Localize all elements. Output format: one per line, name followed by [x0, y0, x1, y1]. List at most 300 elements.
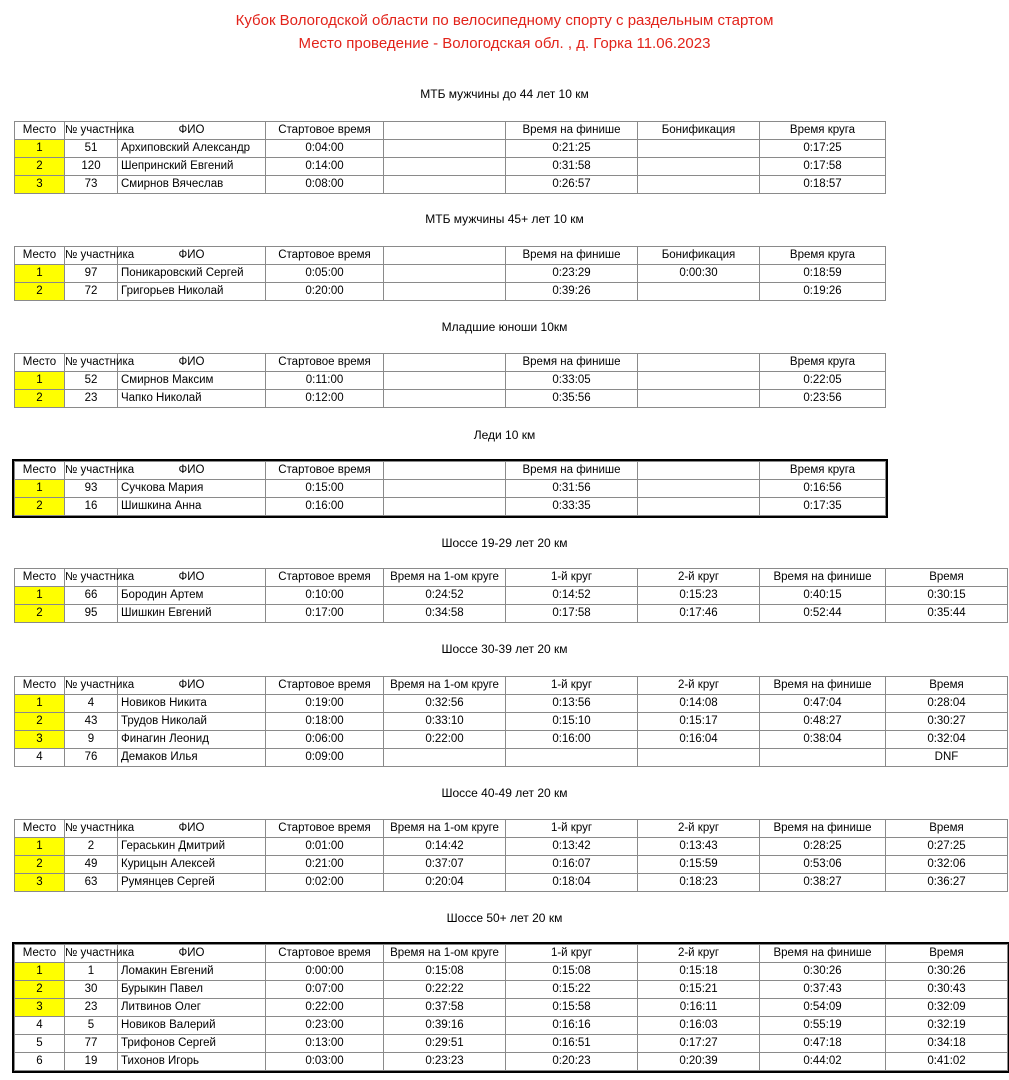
results-table	[14, 353, 886, 408]
table-row	[15, 838, 1008, 856]
cell-start: 0:00:00	[266, 963, 384, 981]
column-header: ФИО	[118, 462, 266, 480]
cell-name: Григорьев Николай	[118, 283, 266, 301]
cell-lap1: 0:15:22	[506, 981, 638, 999]
cell-finish: 0:44:02	[760, 1053, 886, 1071]
table-header-row	[15, 820, 1008, 838]
cell-start: 0:12:00	[266, 390, 384, 408]
column-header: № участника	[65, 820, 118, 838]
cell-finish: 0:18:59	[760, 265, 886, 283]
column-header: Время	[886, 677, 1008, 695]
cell-lap1-time: 0:32:56	[384, 695, 506, 713]
cell-place: 1	[15, 963, 65, 981]
cell-lap1: 0:35:56	[506, 390, 638, 408]
cell-lap1: 0:16:16	[506, 1017, 638, 1035]
table-row	[15, 390, 886, 408]
cell-name: Демаков Илья	[118, 749, 266, 767]
cell-place: 3	[15, 176, 65, 194]
cell-start: 0:13:00	[266, 1035, 384, 1053]
column-header	[384, 354, 506, 372]
column-header: Стартовое время	[266, 569, 384, 587]
cell-name: Тихонов Игорь	[118, 1053, 266, 1071]
cell-number: 23	[65, 390, 118, 408]
cell-lap1	[506, 749, 638, 767]
table-row	[15, 963, 1008, 981]
cell-name: Румянцев Сергей	[118, 874, 266, 892]
cell-start: 0:08:00	[266, 176, 384, 194]
cell-number: 23	[65, 999, 118, 1017]
column-header	[384, 462, 506, 480]
cell-start: 0:04:00	[266, 140, 384, 158]
cell-start: 0:07:00	[266, 981, 384, 999]
cell-lap1: 0:23:29	[506, 265, 638, 283]
table-row	[15, 265, 886, 283]
table-row	[15, 874, 1008, 892]
cell-lap2: 0:20:39	[638, 1053, 760, 1071]
cell-lap1-time: 0:37:07	[384, 856, 506, 874]
column-header: Время круга	[760, 122, 886, 140]
column-header: Время на финише	[506, 354, 638, 372]
cell-time: 0:32:19	[886, 1017, 1008, 1035]
cell-lap2: 0:15:18	[638, 963, 760, 981]
cell-name: Шишкина Анна	[118, 498, 266, 516]
results-table	[14, 676, 1008, 767]
cell-name: Бородин Артем	[118, 587, 266, 605]
column-header: Время	[886, 820, 1008, 838]
cell-start: 0:14:00	[266, 158, 384, 176]
table-row	[15, 283, 886, 301]
section-title: МТБ мужчины 45+ лет 10 км	[425, 212, 584, 226]
cell-lap2: 0:15:59	[638, 856, 760, 874]
cell-lap1: 0:31:56	[506, 480, 638, 498]
table-row	[15, 999, 1008, 1017]
table-header-row	[15, 247, 886, 265]
cell-lap1-time	[384, 749, 506, 767]
results-table	[14, 568, 1008, 623]
table-row	[15, 981, 1008, 999]
cell-lap1-time	[384, 498, 506, 516]
column-header: № участника	[65, 354, 118, 372]
cell-start: 0:09:00	[266, 749, 384, 767]
cell-lap2: 0:16:11	[638, 999, 760, 1017]
cell-start: 0:17:00	[266, 605, 384, 623]
table-row	[15, 1035, 1008, 1053]
cell-lap2	[638, 372, 760, 390]
column-header: № участника	[65, 945, 118, 963]
column-header: Время на 1-ом круге	[384, 820, 506, 838]
cell-place: 1	[15, 695, 65, 713]
column-header: Время на финише	[506, 247, 638, 265]
cell-time: 0:28:04	[886, 695, 1008, 713]
cell-number: 5	[65, 1017, 118, 1035]
column-header: № участника	[65, 462, 118, 480]
column-header: Стартовое время	[266, 247, 384, 265]
table-row	[15, 480, 886, 498]
cell-name: Сучкова Мария	[118, 480, 266, 498]
cell-start: 0:10:00	[266, 587, 384, 605]
cell-place: 2	[15, 158, 65, 176]
cell-finish: 0:18:57	[760, 176, 886, 194]
cell-lap2	[638, 749, 760, 767]
cell-name: Чапко Николай	[118, 390, 266, 408]
cell-lap2: 0:15:17	[638, 713, 760, 731]
column-header: 2-й круг	[638, 945, 760, 963]
cell-lap1-time	[384, 390, 506, 408]
cell-place: 5	[15, 1035, 65, 1053]
cell-finish: 0:22:05	[760, 372, 886, 390]
cell-lap1: 0:13:56	[506, 695, 638, 713]
table-row	[15, 605, 1008, 623]
column-header: 2-й круг	[638, 820, 760, 838]
results-table	[14, 121, 886, 194]
cell-name: Бурыкин Павел	[118, 981, 266, 999]
cell-time: 0:34:18	[886, 1035, 1008, 1053]
cell-name: Поникаровский Сергей	[118, 265, 266, 283]
cell-finish: 0:47:04	[760, 695, 886, 713]
cell-finish: 0:17:58	[760, 158, 886, 176]
cell-lap1-time: 0:23:23	[384, 1053, 506, 1071]
cell-time: 0:32:04	[886, 731, 1008, 749]
table-header-row	[15, 354, 886, 372]
cell-lap1-time	[384, 265, 506, 283]
column-header: Стартовое время	[266, 945, 384, 963]
column-header: Место	[15, 820, 65, 838]
cell-number: 66	[65, 587, 118, 605]
column-header: ФИО	[118, 945, 266, 963]
cell-number: 19	[65, 1053, 118, 1071]
column-header: 1-й круг	[506, 677, 638, 695]
table-row	[15, 140, 886, 158]
cell-lap1: 0:17:58	[506, 605, 638, 623]
column-header: 2-й круг	[638, 677, 760, 695]
cell-lap1-time: 0:29:51	[384, 1035, 506, 1053]
cell-number: 4	[65, 695, 118, 713]
column-header: ФИО	[118, 354, 266, 372]
cell-lap1: 0:16:07	[506, 856, 638, 874]
cell-lap1: 0:20:23	[506, 1053, 638, 1071]
cell-lap1: 0:39:26	[506, 283, 638, 301]
column-header: Стартовое время	[266, 820, 384, 838]
column-header: Место	[15, 945, 65, 963]
cell-finish: 0:17:35	[760, 498, 886, 516]
cell-name: Курицын Алексей	[118, 856, 266, 874]
cell-lap1: 0:14:52	[506, 587, 638, 605]
column-header: ФИО	[118, 677, 266, 695]
cell-time: 0:32:06	[886, 856, 1008, 874]
cell-place: 1	[15, 372, 65, 390]
column-header: Стартовое время	[266, 677, 384, 695]
cell-lap2: 0:15:23	[638, 587, 760, 605]
cell-place: 1	[15, 265, 65, 283]
cell-number: 52	[65, 372, 118, 390]
cell-start: 0:16:00	[266, 498, 384, 516]
column-header: Бонификация	[638, 247, 760, 265]
cell-start: 0:23:00	[266, 1017, 384, 1035]
cell-place: 3	[15, 731, 65, 749]
cell-lap1-time: 0:14:42	[384, 838, 506, 856]
cell-lap2	[638, 176, 760, 194]
cell-finish: 0:28:25	[760, 838, 886, 856]
column-header: ФИО	[118, 820, 266, 838]
cell-name: Шепринский Евгений	[118, 158, 266, 176]
page-subtitle: Место проведение - Вологодская обл. , д. Горка 11.06.2023	[298, 35, 711, 52]
column-header: № участника	[65, 569, 118, 587]
cell-lap1: 0:31:58	[506, 158, 638, 176]
cell-name: Трифонов Сергей	[118, 1035, 266, 1053]
cell-time: 0:30:27	[886, 713, 1008, 731]
cell-time: DNF	[886, 749, 1008, 767]
cell-place: 2	[15, 856, 65, 874]
cell-number: 43	[65, 713, 118, 731]
table-row	[15, 749, 1008, 767]
cell-lap1: 0:13:42	[506, 838, 638, 856]
cell-time: 0:35:44	[886, 605, 1008, 623]
column-header: Место	[15, 677, 65, 695]
table-header-row	[15, 677, 1008, 695]
table-header-row	[15, 945, 1008, 963]
cell-lap1: 0:16:00	[506, 731, 638, 749]
cell-name: Трудов Николай	[118, 713, 266, 731]
cell-place: 1	[15, 480, 65, 498]
column-header: Время на 1-ом круге	[384, 945, 506, 963]
cell-lap2: 0:00:30	[638, 265, 760, 283]
cell-finish: 0:55:19	[760, 1017, 886, 1035]
cell-place: 3	[15, 999, 65, 1017]
cell-place: 3	[15, 874, 65, 892]
cell-lap1: 0:16:51	[506, 1035, 638, 1053]
column-header	[638, 462, 760, 480]
page-title: Кубок Вологодской области по велосипедному спорту с раздельным стартом	[235, 12, 774, 29]
cell-lap1: 0:15:58	[506, 999, 638, 1017]
cell-lap1-time	[384, 480, 506, 498]
column-header: ФИО	[118, 569, 266, 587]
cell-place: 1	[15, 838, 65, 856]
cell-lap2: 0:14:08	[638, 695, 760, 713]
cell-finish: 0:47:18	[760, 1035, 886, 1053]
cell-number: 51	[65, 140, 118, 158]
cell-number: 73	[65, 176, 118, 194]
cell-lap1-time: 0:39:16	[384, 1017, 506, 1035]
cell-start: 0:06:00	[266, 731, 384, 749]
column-header: 1-й круг	[506, 820, 638, 838]
column-header: Бонификация	[638, 122, 760, 140]
cell-place: 1	[15, 587, 65, 605]
cell-finish: 0:38:27	[760, 874, 886, 892]
cell-name: Финагин Леонид	[118, 731, 266, 749]
cell-lap2: 0:13:43	[638, 838, 760, 856]
cell-place: 2	[15, 498, 65, 516]
cell-place: 2	[15, 283, 65, 301]
cell-finish: 0:40:15	[760, 587, 886, 605]
cell-name: Ломакин Евгений	[118, 963, 266, 981]
cell-finish: 0:23:56	[760, 390, 886, 408]
cell-finish: 0:48:27	[760, 713, 886, 731]
cell-name: Шишкин Евгений	[118, 605, 266, 623]
cell-lap1-time	[384, 372, 506, 390]
cell-time: 0:36:27	[886, 874, 1008, 892]
cell-lap1-time	[384, 158, 506, 176]
cell-finish: 0:38:04	[760, 731, 886, 749]
column-header	[384, 247, 506, 265]
section-title: Шоссе 50+ лет 20 км	[446, 911, 563, 925]
cell-name: Смирнов Вячеслав	[118, 176, 266, 194]
cell-name: Новиков Никита	[118, 695, 266, 713]
cell-place: 2	[15, 605, 65, 623]
cell-start: 0:15:00	[266, 480, 384, 498]
table-header-row	[15, 569, 1008, 587]
column-header: Стартовое время	[266, 462, 384, 480]
table-row	[15, 1017, 1008, 1035]
cell-lap1: 0:33:35	[506, 498, 638, 516]
cell-number: 16	[65, 498, 118, 516]
cell-name: Новиков Валерий	[118, 1017, 266, 1035]
column-header: Стартовое время	[266, 354, 384, 372]
cell-lap1-time: 0:15:08	[384, 963, 506, 981]
column-header: Время на финише	[760, 945, 886, 963]
column-header	[384, 122, 506, 140]
cell-number: 49	[65, 856, 118, 874]
cell-lap1-time: 0:34:58	[384, 605, 506, 623]
column-header: Время на финише	[760, 569, 886, 587]
cell-place: 1	[15, 140, 65, 158]
section-title: Шоссе 40-49 лет 20 км	[441, 786, 568, 800]
column-header: Время на финише	[506, 122, 638, 140]
cell-finish: 0:17:25	[760, 140, 886, 158]
cell-place: 4	[15, 749, 65, 767]
column-header: Стартовое время	[266, 122, 384, 140]
column-header: Время на 1-ом круге	[384, 569, 506, 587]
cell-number: 30	[65, 981, 118, 999]
cell-place: 4	[15, 1017, 65, 1035]
cell-lap1: 0:21:25	[506, 140, 638, 158]
table-row	[15, 498, 886, 516]
cell-name: Гераськин Дмитрий	[118, 838, 266, 856]
column-header: Время на финише	[760, 820, 886, 838]
cell-finish: 0:37:43	[760, 981, 886, 999]
cell-start: 0:18:00	[266, 713, 384, 731]
cell-lap2	[638, 140, 760, 158]
table-row	[15, 1053, 1008, 1071]
cell-number: 120	[65, 158, 118, 176]
table-row	[15, 158, 886, 176]
table-row	[15, 713, 1008, 731]
cell-place: 2	[15, 981, 65, 999]
column-header: Время	[886, 945, 1008, 963]
column-header: № участника	[65, 247, 118, 265]
section-title: Младшие юноши 10км	[441, 320, 568, 334]
column-header: № участника	[65, 677, 118, 695]
results-table	[14, 461, 886, 516]
section-title: Шоссе 30-39 лет 20 км	[441, 642, 568, 656]
cell-number: 93	[65, 480, 118, 498]
column-header: Время круга	[760, 462, 886, 480]
cell-lap2	[638, 158, 760, 176]
table-row	[15, 176, 886, 194]
cell-finish: 0:54:09	[760, 999, 886, 1017]
column-header: Место	[15, 122, 65, 140]
cell-lap1-time	[384, 283, 506, 301]
cell-lap2: 0:17:27	[638, 1035, 760, 1053]
cell-lap1-time: 0:20:04	[384, 874, 506, 892]
cell-lap2: 0:15:21	[638, 981, 760, 999]
column-header: Время на финише	[760, 677, 886, 695]
column-header: Время на финише	[506, 462, 638, 480]
table-row	[15, 856, 1008, 874]
column-header: ФИО	[118, 122, 266, 140]
column-header: Время на 1-ом круге	[384, 677, 506, 695]
cell-lap1-time: 0:33:10	[384, 713, 506, 731]
cell-lap1-time: 0:24:52	[384, 587, 506, 605]
cell-finish	[760, 749, 886, 767]
cell-lap1: 0:15:10	[506, 713, 638, 731]
cell-time: 0:30:26	[886, 963, 1008, 981]
column-header: Время	[886, 569, 1008, 587]
cell-lap1-time	[384, 176, 506, 194]
table-row	[15, 731, 1008, 749]
table-header-row	[15, 122, 886, 140]
column-header	[638, 354, 760, 372]
column-header: № участника	[65, 122, 118, 140]
cell-finish: 0:16:56	[760, 480, 886, 498]
cell-place: 6	[15, 1053, 65, 1071]
cell-lap2	[638, 480, 760, 498]
cell-lap1: 0:18:04	[506, 874, 638, 892]
section-title: Шоссе 19-29 лет 20 км	[441, 536, 568, 550]
column-header: Место	[15, 247, 65, 265]
results-table	[14, 944, 1008, 1071]
column-header: Место	[15, 354, 65, 372]
cell-lap1: 0:33:05	[506, 372, 638, 390]
column-header: 1-й круг	[506, 945, 638, 963]
cell-time: 0:30:15	[886, 587, 1008, 605]
cell-start: 0:11:00	[266, 372, 384, 390]
cell-finish: 0:30:26	[760, 963, 886, 981]
cell-number: 77	[65, 1035, 118, 1053]
cell-start: 0:21:00	[266, 856, 384, 874]
cell-start: 0:19:00	[266, 695, 384, 713]
cell-time: 0:41:02	[886, 1053, 1008, 1071]
cell-lap2: 0:16:03	[638, 1017, 760, 1035]
table-row	[15, 587, 1008, 605]
cell-name: Архиповский Александр	[118, 140, 266, 158]
cell-time: 0:30:43	[886, 981, 1008, 999]
cell-finish: 0:53:06	[760, 856, 886, 874]
column-header: 2-й круг	[638, 569, 760, 587]
cell-start: 0:05:00	[266, 265, 384, 283]
cell-lap2	[638, 390, 760, 408]
cell-time: 0:32:09	[886, 999, 1008, 1017]
cell-place: 2	[15, 713, 65, 731]
table-row	[15, 372, 886, 390]
cell-lap2: 0:18:23	[638, 874, 760, 892]
results-table	[14, 819, 1008, 892]
cell-start: 0:02:00	[266, 874, 384, 892]
cell-start: 0:20:00	[266, 283, 384, 301]
cell-start: 0:01:00	[266, 838, 384, 856]
cell-lap1-time: 0:22:00	[384, 731, 506, 749]
cell-number: 76	[65, 749, 118, 767]
column-header: ФИО	[118, 247, 266, 265]
column-header: 1-й круг	[506, 569, 638, 587]
cell-number: 72	[65, 283, 118, 301]
section-title: Леди 10 км	[473, 428, 536, 442]
table-header-row	[15, 462, 886, 480]
column-header: Время круга	[760, 354, 886, 372]
cell-lap1-time	[384, 140, 506, 158]
column-header: Время круга	[760, 247, 886, 265]
cell-lap1-time: 0:22:22	[384, 981, 506, 999]
cell-number: 63	[65, 874, 118, 892]
